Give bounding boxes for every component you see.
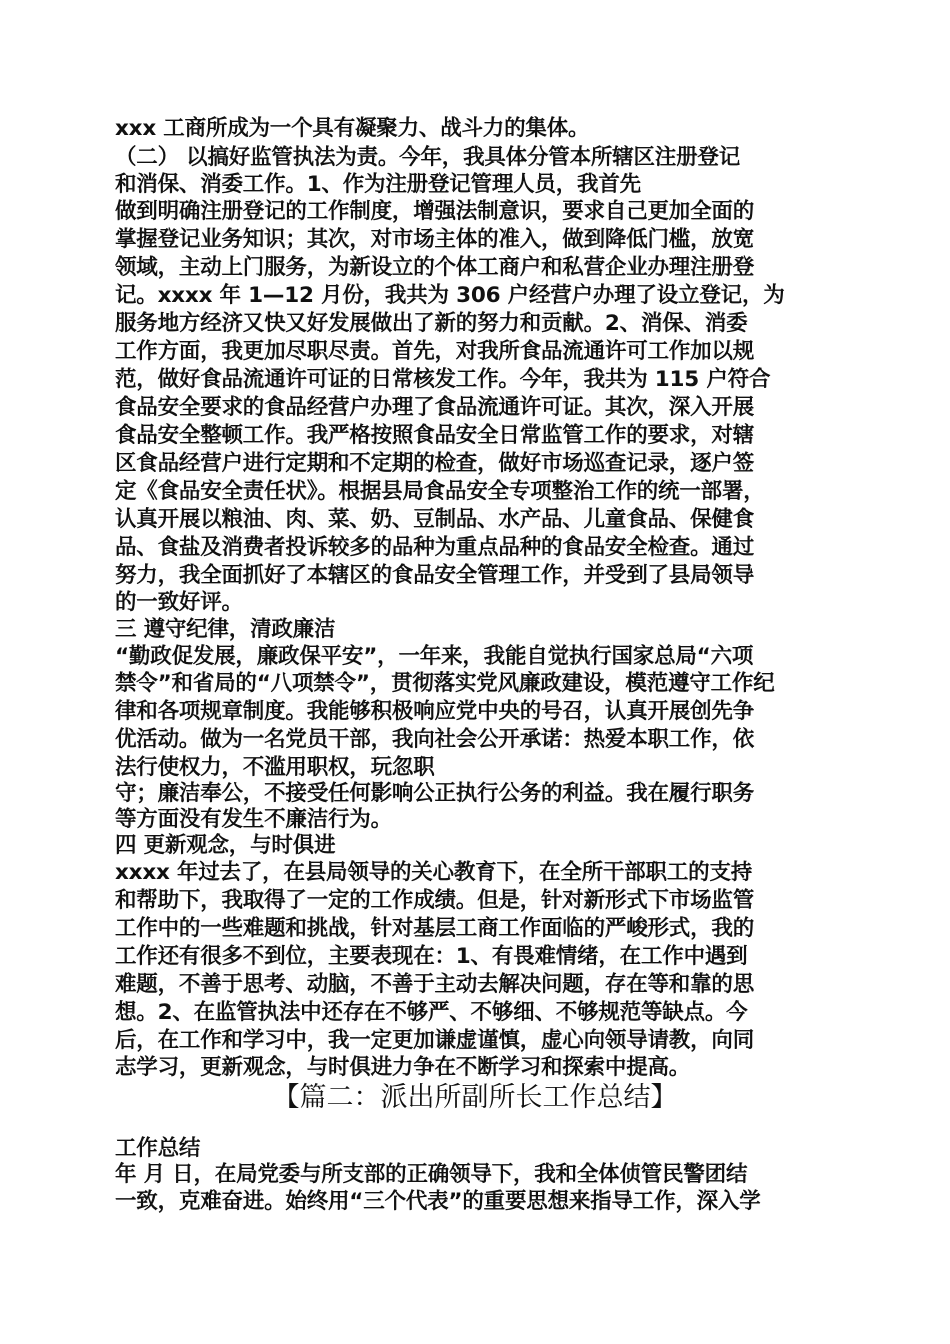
body-line: 后，在工作和学习中，我一定更加谦虚谨慎，虚心向领导请教，向同 bbox=[115, 1028, 755, 1053]
body-line: 范，做好食品流通许可证的日常核发工作。今年，我共为 115 户符合 bbox=[115, 367, 771, 392]
body-line: xxx 工商所成为一个具有凝聚力、战斗力的集体。 bbox=[115, 116, 590, 141]
body-line: 禁令”和省局的“八项禁令”，贯彻落实党风廉政建设，模范遵守工作纪 bbox=[115, 671, 775, 696]
body-line: 记。xxxx 年 1—12 月份，我共为 306 户经营户办理了设立登记，为 bbox=[115, 283, 785, 308]
body-line: 服务地方经济又快又好发展做出了新的努力和贡献。2、消保、消委 bbox=[115, 311, 748, 336]
body-line: 的一致好评。 bbox=[115, 590, 243, 615]
body-line: 律和各项规章制度。我能够积极响应党中央的号召，认真开展创先争 bbox=[115, 699, 755, 724]
body-line: 守；廉洁奉公，不接受任何影响公正执行公务的利益。我在履行职务 bbox=[115, 781, 755, 806]
body-line: 一致，克难奋进。始终用“三个代表”的重要思想来指导工作，深入学 bbox=[115, 1189, 761, 1214]
body-line: 优活动。做为一名党员干部，我向社会公开承诺：热爱本职工作，依 bbox=[115, 727, 755, 752]
body-line: 等方面没有发生不廉洁行为。 bbox=[115, 807, 392, 832]
body-line: 认真开展以粮油、肉、菜、奶、豆制品、水产品、儿童食品、保健食 bbox=[115, 507, 755, 532]
body-line: 食品安全要求的食品经营户办理了食品流通许可证。其次，深入开展 bbox=[115, 395, 755, 420]
section-heading-three: 三 遵守纪律，清政廉洁 bbox=[115, 617, 336, 642]
body-line: 区食品经营户进行定期和不定期的检查，做好市场巡查记录，逐户签 bbox=[115, 451, 755, 476]
body-line: 想。2、在监管执法中还存在不够严、不够细、不够规范等缺点。今 bbox=[115, 1000, 748, 1025]
body-line: 工作还有很多不到位，主要表现在：1、有畏难情绪，在工作中遇到 bbox=[115, 944, 748, 969]
subheading: 工作总结 bbox=[115, 1136, 201, 1161]
body-line: “勤政促发展，廉政保平安”，一年来，我能自觉执行国家总局“六项 bbox=[115, 644, 754, 669]
body-line: 和帮助下，我取得了一定的工作成绩。但是，针对新形式下市场监管 bbox=[115, 888, 755, 913]
body-line: 做到明确注册登记的工作制度，增强法制意识，要求自己更加全面的 bbox=[115, 199, 755, 224]
body-line: 法行使权力，不滥用职权，玩忽职 bbox=[115, 755, 435, 780]
body-line: 志学习，更新观念，与时俱进力争在不断学习和探索中提高。 bbox=[115, 1055, 691, 1080]
body-line: 和消保、消委工作。1、作为注册登记管理人员，我首先 bbox=[115, 172, 641, 197]
body-line: 领域，主动上门服务，为新设立的个体工商户和私营企业办理注册登 bbox=[115, 255, 755, 280]
body-line: 定《食品安全责任状》。根据县局食品安全专项整治工作的统一部署， bbox=[115, 479, 765, 504]
section-heading-four: 四 更新观念，与时俱进 bbox=[115, 833, 336, 858]
body-line: （二） 以搞好监管执法为责。今年，我具体分管本所辖区注册登记 bbox=[115, 145, 740, 170]
body-line: 年 月 日，在局党委与所支部的正确领导下，我和全体侦管民警团结 bbox=[115, 1162, 748, 1187]
body-line: 工作方面，我更加尽职尽责。首先，对我所食品流通许可工作加以规 bbox=[115, 339, 755, 364]
body-line: 食品安全整顿工作。我严格按照食品安全日常监管工作的要求，对辖 bbox=[115, 423, 755, 448]
chapter-heading: 【篇二：派出所副所长工作总结】 bbox=[272, 1082, 678, 1113]
body-line: 掌握登记业务知识；其次，对市场主体的准入，做到降低门槛，放宽 bbox=[115, 227, 755, 252]
body-line: 工作中的一些难题和挑战，针对基层工商工作面临的严峻形式，我的 bbox=[115, 916, 755, 941]
body-line: 努力，我全面抓好了本辖区的食品安全管理工作，并受到了县局领导 bbox=[115, 563, 755, 588]
body-line: 难题，不善于思考、动脑，不善于主动去解决问题，存在等和靠的思 bbox=[115, 972, 755, 997]
body-line: 品、食盐及消费者投诉较多的品种为重点品种的食品安全检查。通过 bbox=[115, 535, 755, 560]
body-line: xxxx 年过去了，在县局领导的关心教育下，在全所干部职工的支持 bbox=[115, 860, 753, 885]
